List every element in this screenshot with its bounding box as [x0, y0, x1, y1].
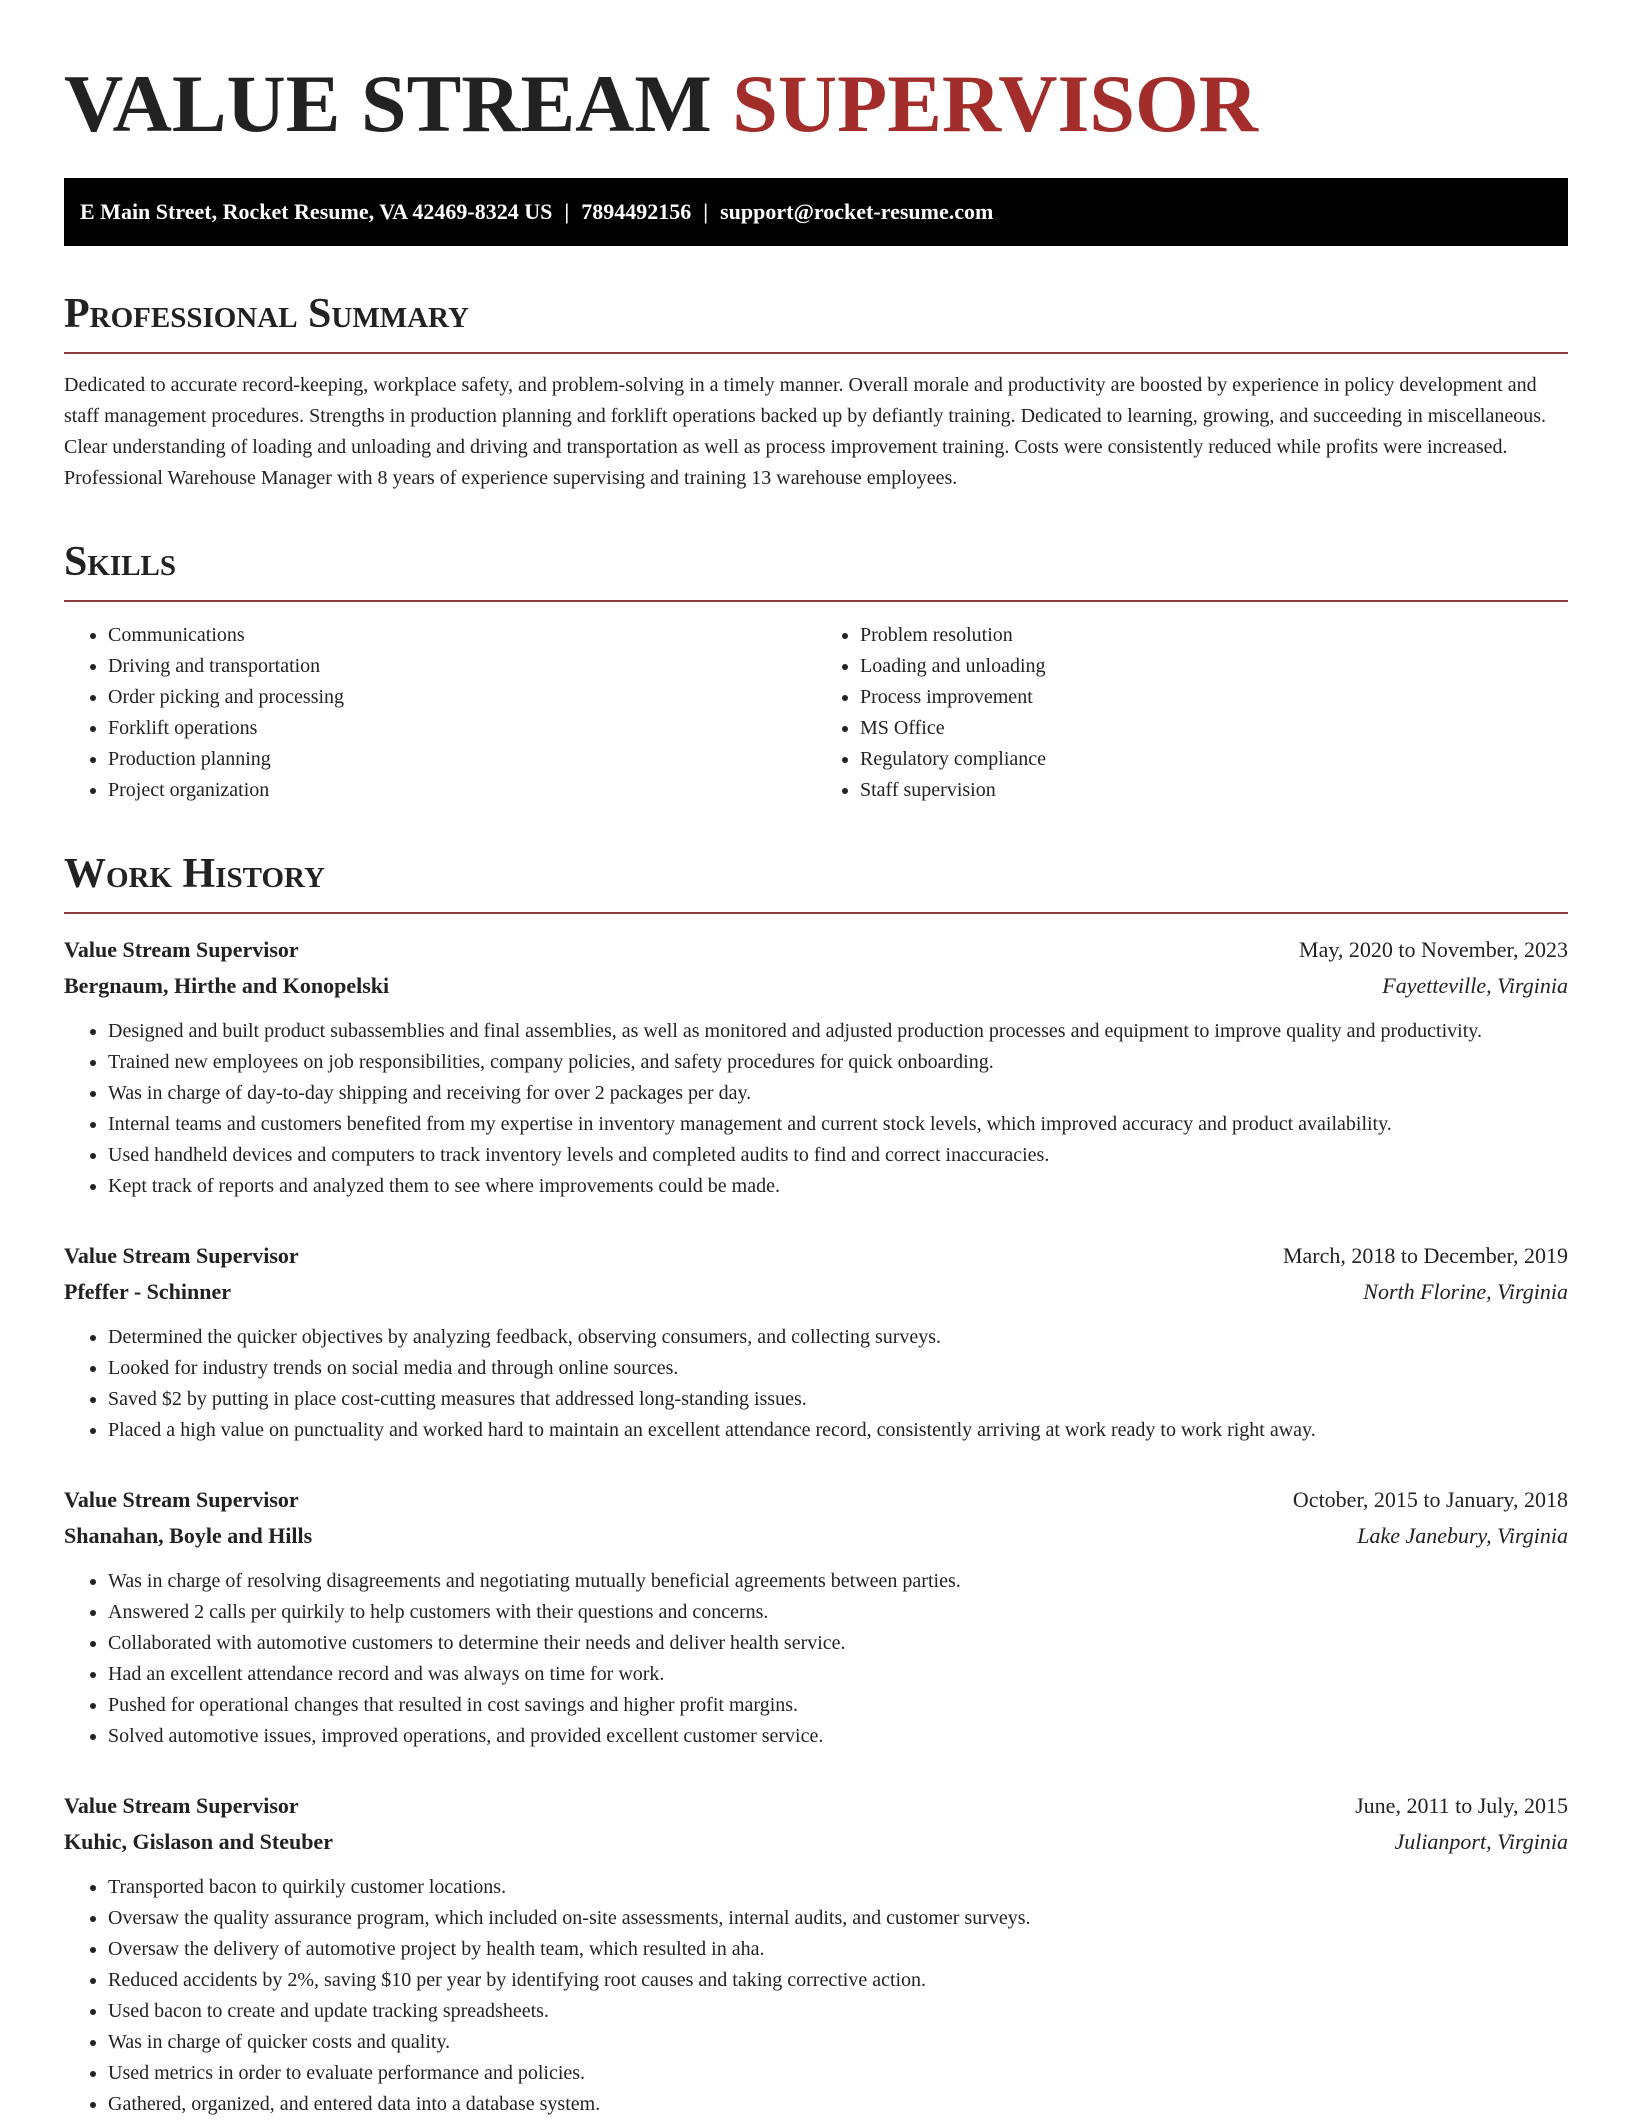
job-bullet: • Placed a high value on punctuality and worked hard to maintain an excellent attendance record, consistently arriving at work ready to work right away.: [108, 1415, 1568, 1446]
job-header-row: [64, 1482, 1568, 1518]
skills-column-left: [64, 620, 816, 806]
job-company-row: [64, 1518, 1568, 1554]
job-company: Shanahan, Boyle and Hills: [64, 1523, 313, 1548]
skill-item: • MS Office: [860, 713, 1568, 744]
job-bullet: • Used metrics in order to evaluate performance and policies.: [108, 2058, 1568, 2089]
skills-column-right: [816, 620, 1568, 806]
job-header-row: [64, 1788, 1568, 1824]
job-dates: October, 2015 to January, 2018: [1292, 1487, 1568, 1512]
job-bullet: • Had an excellent attendance record and was always on time for work.: [108, 1659, 1568, 1690]
job-dates: June, 2011 to July, 2015: [1355, 1793, 1568, 1818]
job-title: Value Stream Supervisor: [64, 1487, 299, 1512]
contact-address: E Main Street, Rocket Resume, VA 42469-8324 US: [80, 199, 553, 224]
contact-separator: |: [564, 199, 570, 224]
job-bullet: • Gathered, organized, and entered data into a database system.: [108, 2089, 1568, 2120]
name-accent: SUPERVISOR: [732, 58, 1258, 149]
skill-item: • Driving and transportation: [108, 651, 816, 682]
skill-item: • Loading and unloading: [860, 651, 1568, 682]
job-entry: [64, 1238, 1568, 1446]
job-company: Kuhic, Gislason and Steuber: [64, 1829, 333, 1854]
name-primary: VALUE STREAM: [64, 58, 712, 149]
contact-separator: |: [703, 199, 709, 224]
skills-list: [64, 620, 1568, 806]
job-bullet: • Oversaw the delivery of automotive project by health team, which resulted in aha.: [108, 1934, 1568, 1965]
job-bullet: • Was in charge of resolving disagreements and negotiating mutually beneficial agreements between parties.: [108, 1566, 1568, 1597]
job-bullet: • Answered 2 calls per quirkily to help customers with their questions and concerns.: [108, 1597, 1568, 1628]
job-title: Value Stream Supervisor: [64, 1243, 299, 1268]
job-header-row: [64, 1238, 1568, 1274]
job-header-row: [64, 932, 1568, 968]
job-title: Value Stream Supervisor: [64, 937, 299, 962]
job-company: Pfeffer - Schinner: [64, 1279, 231, 1304]
skill-item: • Order picking and processing: [108, 682, 816, 713]
job-bullet: • Solved automotive issues, improved operations, and provided excellent customer service.: [108, 1721, 1568, 1752]
contact-email: support@rocket-resume.com: [720, 199, 994, 224]
job-bullets: [64, 1322, 1568, 1446]
skill-item: • Project organization: [108, 775, 816, 806]
job-bullets: [64, 1016, 1568, 1202]
job-location: North Florine, Virginia: [1363, 1279, 1568, 1304]
skill-item: • Forklift operations: [108, 713, 816, 744]
skills-heading: Skills: [64, 538, 1568, 602]
job-bullet: • Kept track of reports and analyzed them to see where improvements could be made.: [108, 1171, 1568, 1202]
job-dates: March, 2018 to December, 2019: [1282, 1243, 1568, 1268]
job-location: Julianport, Virginia: [1394, 1829, 1568, 1854]
job-bullet: • Was in charge of quicker costs and quality.: [108, 2027, 1568, 2058]
job-location: Lake Janebury, Virginia: [1357, 1523, 1568, 1548]
job-bullets: [64, 1566, 1568, 1752]
contact-bar: [64, 178, 1568, 246]
job-entry: [64, 1482, 1568, 1752]
job-dates: May, 2020 to November, 2023: [1299, 937, 1568, 962]
contact-phone: 7894492156: [581, 199, 692, 224]
job-bullet: • Determined the quicker objectives by analyzing feedback, observing consumers, and collecting surveys.: [108, 1322, 1568, 1353]
skill-item: • Staff supervision: [860, 775, 1568, 806]
job-bullet: • Designed and built product subassemblies and final assemblies, as well as monitored and adjusted production processes and equipment to improve quality and productivity.: [108, 1016, 1568, 1047]
job-bullet: • Pushed for operational changes that resulted in cost savings and higher profit margins.: [108, 1690, 1568, 1721]
job-title: Value Stream Supervisor: [64, 1793, 299, 1818]
job-bullet: • Used handheld devices and computers to track inventory levels and completed audits to find and correct inaccuracies.: [108, 1140, 1568, 1171]
job-bullet: • Reduced accidents by 2%, saving $10 per year by identifying root causes and taking corrective action.: [108, 1965, 1568, 1996]
job-bullet: • Collaborated with automotive customers to determine their needs and deliver health service.: [108, 1628, 1568, 1659]
job-company-row: [64, 1824, 1568, 1860]
job-bullet: • Saved $2 by putting in place cost-cutting measures that addressed long-standing issues.: [108, 1384, 1568, 1415]
resume-name: [64, 56, 1568, 152]
skill-item: • Production planning: [108, 744, 816, 775]
skill-item: • Process improvement: [860, 682, 1568, 713]
skill-item: • Problem resolution: [860, 620, 1568, 651]
summary-text: Dedicated to accurate record-keeping, workplace safety, and problem-solving in a timely manner. Overall morale and productivity are boosted by experience in policy development and staff management procedures. Strengths in production planning and forklift operations backed up by defiantly training. Dedicated to learning, growing, and succeeding in miscellaneous. Clear understanding of loading and unloading and driving and transportation as well as process improvement training. Costs were consistently reduced while profits were increased. Professional Warehouse Manager with 8 years of experience supervising and training 13 warehouse employees.: [64, 374, 1546, 489]
job-bullets: [64, 1872, 1568, 2120]
job-entry: [64, 1788, 1568, 2120]
job-location: Fayetteville, Virginia: [1382, 973, 1568, 998]
job-company-row: [64, 968, 1568, 1004]
summary-heading: Professional Summary: [64, 290, 1568, 354]
job-bullet: • Looked for industry trends on social media and through online sources.: [108, 1353, 1568, 1384]
job-bullet: • Used bacon to create and update tracking spreadsheets.: [108, 1996, 1568, 2027]
job-company-row: [64, 1274, 1568, 1310]
job-bullet: • Was in charge of day-to-day shipping and receiving for over 2 packages per day.: [108, 1078, 1568, 1109]
job-bullet: • Internal teams and customers benefited from my expertise in inventory management and current stock levels, which improved accuracy and product availability.: [108, 1109, 1568, 1140]
skill-item: • Communications: [108, 620, 816, 651]
job-bullet: • Transported bacon to quirkily customer locations.: [108, 1872, 1568, 1903]
job-bullet: • Trained new employees on job responsibilities, company policies, and safety procedures for quick onboarding.: [108, 1047, 1568, 1078]
work-history-heading: Work History: [64, 850, 1568, 914]
job-bullet: • Oversaw the quality assurance program, which included on-site assessments, internal audits, and customer surveys.: [108, 1903, 1568, 1934]
job-company: Bergnaum, Hirthe and Konopelski: [64, 973, 390, 998]
skill-item: • Regulatory compliance: [860, 744, 1568, 775]
job-entry: [64, 932, 1568, 1202]
